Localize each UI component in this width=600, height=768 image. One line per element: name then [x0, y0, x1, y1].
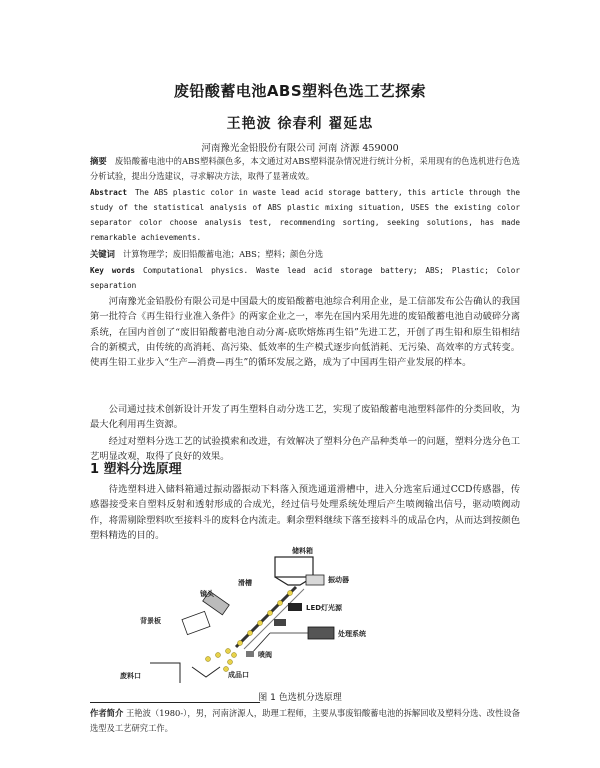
processing-unit	[308, 627, 334, 639]
intro-paragraph-1: 河南豫光金铅股份有限公司是中国最大的废铅酸蓄电池综合利用企业，是工信部发布公告确认的我国第一批符合《再生铅行业准入条件》的两家企业之一，率先在国内采用先进的废铅酸蓄电池自动破碎分离系统，在国内首创了“废旧铅酸蓄电池自动分离-底吹熔炼再生铅”先进工艺，开创了再生铅和原生铅相结合的新模式，由传统的高消耗、高污染、低效率的生产模式逐步向低消耗、无污染、高效率的方式转变。使再生铅工业步入“生产—消费—再生”的循环发展之路，成为了中国再生铅产业发展的样本。	[90, 296, 520, 369]
label-chute: 滑槽	[238, 579, 252, 587]
led-light	[288, 603, 302, 611]
background-plate	[182, 611, 210, 634]
section-1-heading: 1 塑料分选原理	[90, 462, 182, 477]
keywords-cn	[90, 247, 520, 262]
paper-affiliation: 河南豫光金铅股份有限公司 河南 济源 459000	[201, 143, 399, 154]
abstract-en-text: The ABS plastic color in waste lead acid storage battery, this article through the study of the statistical analysis of ABS plastic mixing situation, USES the existing color separator color choose analysis test, recommending sorting, seeking solutions, has made remarkable achievements.	[90, 188, 520, 242]
reject-bin	[150, 663, 180, 683]
author-note-label: 作者简介	[90, 708, 124, 718]
footnote-rule	[90, 702, 260, 703]
abstract-en	[90, 185, 520, 245]
author-note	[90, 706, 520, 736]
label-reject: 废料口	[120, 672, 141, 680]
keywords-en-label: Key words	[90, 266, 135, 275]
paper-authors: 王艳波 徐春利 翟延忠	[226, 116, 374, 132]
label-vibrator: 振动器	[328, 576, 349, 584]
keywords-cn-label: 关键词	[90, 249, 115, 259]
abstract-en-label: Abstract	[90, 188, 128, 197]
figure-caption: 图 1 色选机分选原理	[258, 693, 342, 703]
valve-body	[246, 651, 254, 657]
label-lens: 镜头	[200, 590, 214, 598]
section-1-paragraph: 待选塑料进入储料箱通过振动器振动下料落入预选通道滑槽中，进入分选室后通过CCD传感器，传感器接受来自塑料反射和透射形成的合成光，经过信号处理系统处理后产生喷阀输出信号，驱动喷阀动作，将需剔除塑料吹至接料斗的废料仓内流走。剩余塑料继续下落至接料斗的成品仓内，从而达到按颜色塑料精选的目的。	[90, 484, 520, 541]
label-background: 背景板	[140, 617, 161, 625]
label-valve: 喷阀	[258, 651, 272, 659]
vibrator-box	[306, 575, 324, 585]
keywords-cn-text: 计算物理学；废旧铅酸蓄电池；ABS；塑料；颜色分选	[122, 249, 324, 259]
product-bin	[192, 667, 220, 677]
label-led: LED灯光源	[306, 604, 343, 612]
label-processing: 处理系统	[338, 630, 366, 638]
led-light-2	[274, 619, 286, 626]
sorter-diagram	[110, 545, 430, 685]
chute-line	[236, 587, 296, 647]
keywords-en	[90, 263, 520, 293]
author-note-text: 王艳波（1980-），男，河南济源人，助理工程师，主要从事废铅酸蓄电池的拆解回收及塑料分选、改性设备选型及工艺研究工作。	[90, 708, 520, 733]
label-product: 成品口	[228, 671, 249, 679]
label-hopper: 储料箱	[292, 547, 313, 555]
abstract-cn-label: 摘要	[90, 156, 107, 166]
hopper-box	[275, 557, 313, 577]
intro-paragraph-2: 公司通过技术创新设计开发了再生塑料自动分选工艺，实现了废铅酸蓄电池塑料部件的分类回收，为最大化利用再生资源。	[90, 404, 520, 431]
paper-title: 废铅酸蓄电池ABS塑料色选工艺探索	[173, 82, 427, 100]
abstract-cn-text: 废铅酸蓄电池中的ABS塑料颜色多，本文通过对ABS塑料混杂情况进行统计分析，采用现有的色选机进行色选分析试验，提出分选建议，寻求解决方法，取得了显著成效。	[90, 156, 520, 181]
intro-paragraph-3: 经过对塑料分选工艺的试验摸索和改进，有效解决了塑料分色产品种类单一的问题，塑料分选分色工艺明显改观，取得了良好的效果。	[90, 436, 520, 463]
abstract-cn	[90, 154, 520, 184]
keywords-en-text: Computational physics. Waste lead acid storage battery; ABS; Plastic; Color separation	[90, 266, 521, 290]
